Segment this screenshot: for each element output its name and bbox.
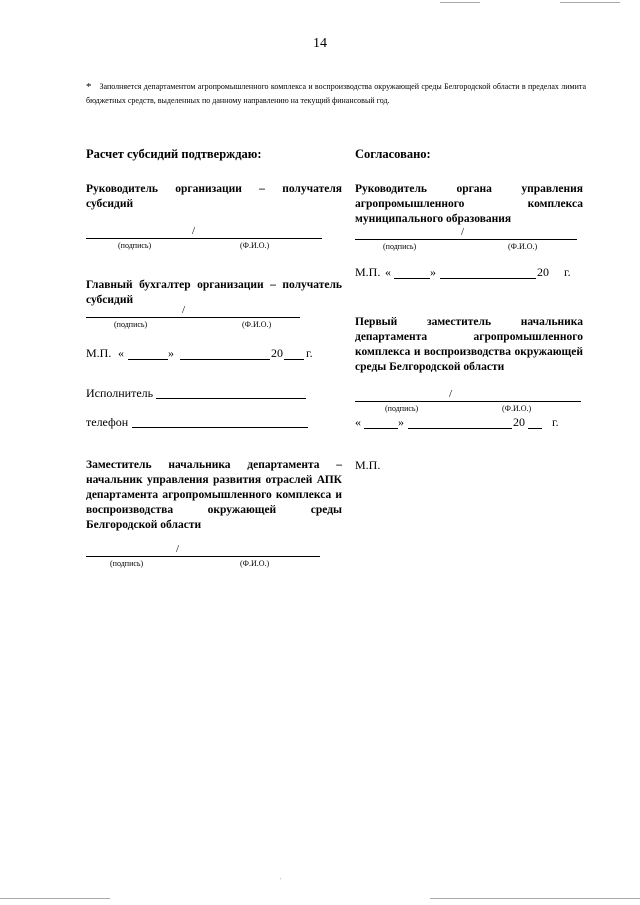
quote-close: »	[398, 415, 404, 429]
day-line	[364, 428, 398, 429]
first-deputy-title: Первый заместитель начальника департамента агропромышленного комплекса и воспроизводства окружающей среды Белгородской области	[355, 316, 583, 373]
month-line	[408, 428, 512, 429]
month-line	[440, 278, 536, 279]
scan-dot: '	[280, 878, 282, 884]
quote-close: »	[168, 346, 174, 360]
signature-caption: (подпись)	[385, 404, 419, 413]
quote-open: «	[385, 265, 391, 279]
executor-label: Исполнитель	[86, 386, 154, 400]
year-prefix: 20	[513, 415, 525, 429]
deputy-title: Заместитель начальника департамента – начальник управления развития отраслей АПК департамента агропромышленного комплекса и воспроизводства окружающей среды Белгородской области	[86, 459, 342, 531]
stamp-place-label: М.П.	[86, 346, 112, 360]
signature-caption: (подпись)	[114, 320, 148, 329]
stamp-place-label-bottom: М.П.	[355, 458, 381, 472]
fio-caption: (Ф.И.О.)	[508, 242, 538, 251]
year-suffix: г.	[306, 346, 313, 360]
footnote	[86, 80, 586, 107]
fio-caption: (Ф.И.О.)	[240, 559, 270, 568]
footnote-text: Заполняется департаментом агропромышленного комплекса и воспроизводства окружающей среды Белгородской области в пределах лимита бюджетных средств, выделенных по данному направлению на текущий финансовый год.	[86, 82, 586, 105]
day-line	[394, 278, 430, 279]
slash: /	[192, 225, 196, 237]
year-prefix: 20	[537, 265, 549, 279]
chief-accountant-signature-line	[86, 317, 300, 318]
deputy-signature-line	[86, 556, 320, 557]
stamp-place-label: М.П.	[355, 265, 381, 279]
slash: /	[176, 543, 180, 555]
fio-caption: (Ф.И.О.)	[502, 404, 532, 413]
signature-caption: (подпись)	[118, 241, 152, 250]
scan-artifact	[430, 898, 640, 899]
chief-accountant-title: Главный бухгалтер организации – получатель субсидий	[86, 279, 342, 306]
quote-close: »	[430, 265, 436, 279]
slash: /	[182, 304, 186, 316]
footnote-marker: *	[86, 81, 92, 93]
municipal-head-title: Руководитель органа управления агропромышленного комплекса муниципального образования	[355, 183, 583, 225]
year-suffix: г.	[564, 265, 571, 279]
scan-artifact	[560, 2, 620, 3]
slash: /	[461, 226, 465, 238]
page-number: 14	[313, 36, 327, 51]
year-suffix: г.	[552, 415, 559, 429]
day-line	[128, 359, 168, 360]
fio-caption: (Ф.И.О.)	[242, 320, 272, 329]
signature-caption: (подпись)	[383, 242, 417, 251]
year-line	[528, 428, 542, 429]
left-heading: Расчет субсидий подтверждаю:	[86, 147, 262, 161]
phone-label: телефон	[86, 415, 129, 429]
quote-open: «	[118, 346, 124, 360]
year-prefix: 20	[271, 346, 283, 360]
quote-open: «	[355, 415, 361, 429]
first-deputy-signature-line	[355, 401, 581, 402]
municipal-head-signature-line	[355, 239, 577, 240]
scan-artifact	[0, 898, 110, 899]
scan-artifact	[440, 2, 480, 3]
year-line	[284, 359, 304, 360]
fio-caption: (Ф.И.О.)	[240, 241, 270, 250]
signature-caption: (подпись)	[110, 559, 144, 568]
executor-line	[156, 398, 306, 399]
org-head-signature-line	[86, 238, 322, 239]
org-head-title: Руководитель организации – получателя субсидий	[86, 183, 342, 210]
right-heading: Согласовано:	[355, 147, 431, 161]
slash: /	[449, 388, 453, 400]
phone-line	[132, 427, 308, 428]
month-line	[180, 359, 270, 360]
